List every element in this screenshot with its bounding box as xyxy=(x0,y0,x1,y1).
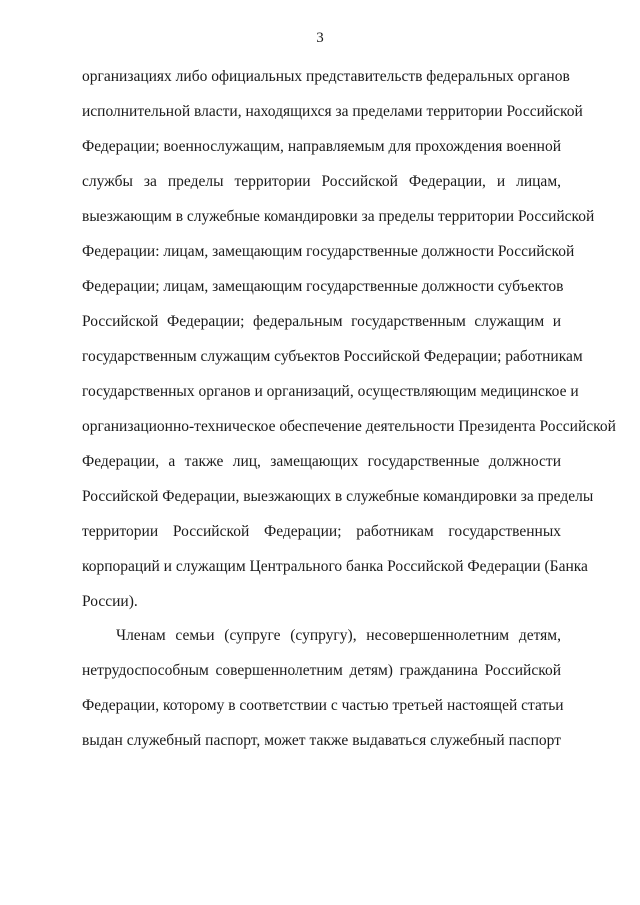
text-line: корпораций и служащим Центрального банка Российской Федерации (Банка xyxy=(82,558,588,575)
page-number: 3 xyxy=(316,30,324,46)
text-line: выдан служебный паспорт, может также выдаваться служебный паспорт xyxy=(82,732,561,749)
text-line: организациях либо официальных представительств федеральных органов xyxy=(82,68,570,85)
text-line: службы за пределы территории Российской Федерации, и лицам, xyxy=(82,173,561,190)
text-line: нетрудоспособным совершеннолетним детям) гражданина Российской xyxy=(82,662,561,679)
text-line: Российской Федерации; федеральным государственным служащим и xyxy=(82,313,561,330)
text-line: выезжающим в служебные командировки за пределы территории Российской xyxy=(82,208,595,225)
text-line: Членам семьи (супруге (супругу), несовершеннолетним детям, xyxy=(116,627,561,644)
text-line: Российской Федерации, выезжающих в служебные командировки за пределы xyxy=(82,488,594,505)
text-line: России). xyxy=(82,593,138,610)
text-line: Федерации, которому в соответствии с частью третьей настоящей статьи xyxy=(82,697,564,714)
text-line: Федерации; военнослужащим, направляемым для прохождения военной xyxy=(82,138,561,155)
text-line: Федерации, а также лиц, замещающих государственные должности xyxy=(82,453,561,470)
text-line: территории Российской Федерации; работникам государственных xyxy=(82,523,561,540)
text-line: исполнительной власти, находящихся за пределами территории Российской xyxy=(82,103,583,120)
text-line: Федерации; лицам, замещающим государственные должности субъектов xyxy=(82,278,564,295)
text-line: организационно-техническое обеспечение деятельности Президента Российской xyxy=(82,418,616,435)
text-line: Федерации: лицам, замещающим государственные должности Российской xyxy=(82,243,575,260)
text-line: государственных органов и организаций, осуществляющим медицинское и xyxy=(82,383,579,400)
text-line: государственным служащим субъектов Российской Федерации; работникам xyxy=(82,348,583,365)
